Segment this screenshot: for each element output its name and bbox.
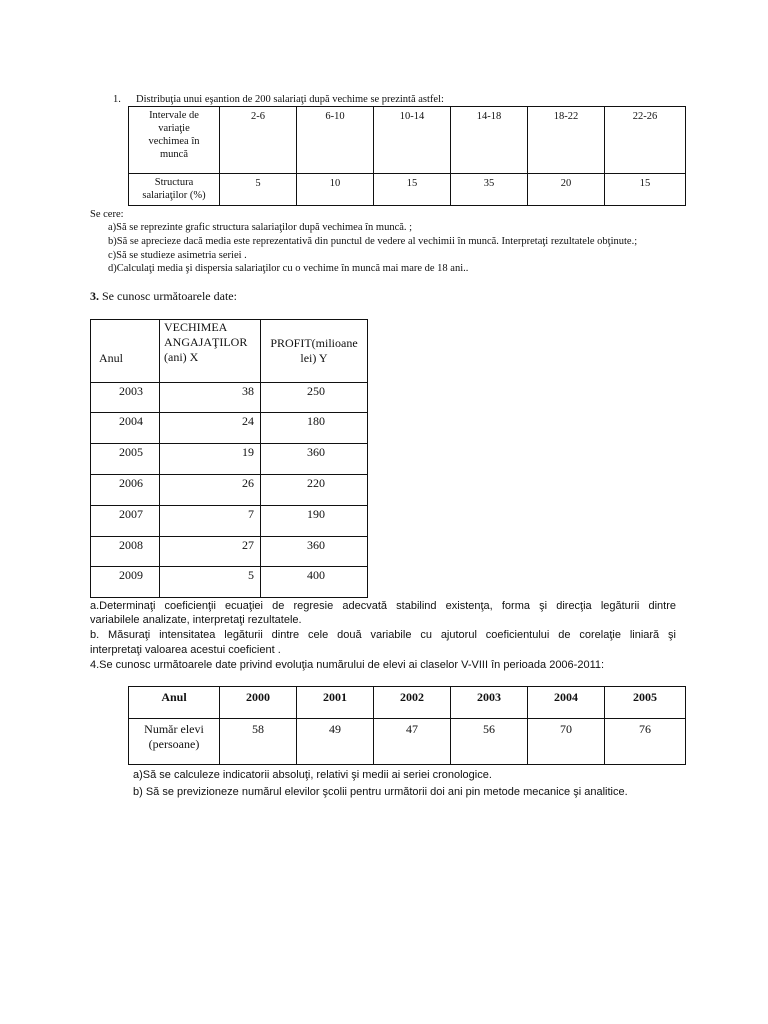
label-line: Intervale de (149, 110, 199, 121)
structure-cell: 20 (528, 174, 605, 206)
year-cell: 2004 (528, 687, 605, 719)
y-cell: 190 (261, 506, 368, 537)
students-series-table (128, 686, 686, 765)
structure-row (129, 174, 686, 206)
problem-3-heading-text: Se cunosc următoarele date: (99, 289, 237, 303)
label-line: Număr elevi (144, 722, 204, 736)
years-row (129, 687, 686, 719)
table-row (91, 383, 368, 413)
task-4b: b) Să se previzioneze numărul elevilor şcolii pentru următorii doi ani pin metode mecanice şi analitice. (133, 786, 628, 798)
value-cell: 56 (451, 719, 528, 765)
year-cell: 2008 (91, 537, 160, 567)
year-cell: 2003 (451, 687, 528, 719)
task-3a-line-1: a.Determinaţi coeficienţii ecuaţiei de regresie adecvată stabilind existenţa, forma şi direcţia legăturii dintre (90, 600, 676, 612)
x-cell: 27 (160, 537, 261, 567)
interval-cell: 10-14 (374, 107, 451, 174)
label-line: vechimea în (148, 136, 200, 147)
task-4a: a)Să se calculeze indicatorii absoluţi, relativi şi medii ai seriei cronologice. (133, 769, 492, 781)
interval-cell: 2-6 (220, 107, 297, 174)
y-cell: 220 (261, 475, 368, 506)
structure-cell: 5 (220, 174, 297, 206)
y-cell: 360 (261, 444, 368, 475)
label-line: (persoane) (148, 737, 200, 751)
x-cell: 5 (160, 567, 261, 598)
label-line: muncă (160, 149, 188, 160)
interval-cell: 18-22 (528, 107, 605, 174)
task-1a: a)Să se reprezinte grafic structura salariaţilor după vechimea în muncă. ; (108, 222, 413, 233)
year-cell: 2003 (91, 383, 160, 413)
problem-1-number: 1. (113, 94, 121, 105)
table-row (91, 537, 368, 567)
x-cell: 24 (160, 413, 261, 444)
value-cell: 70 (528, 719, 605, 765)
value-cell: 47 (374, 719, 451, 765)
students-row (129, 719, 686, 765)
header-line: VECHIMEA (164, 320, 228, 334)
header-line: lei) Y (300, 351, 328, 365)
task-3b-line-2: interpretaţi valoarea acestui coeficient . (90, 644, 281, 656)
task-1b: b)Să se aprecieze dacă media este reprezentativă din punctul de vedere al vechimii în muncă. Interpretaţi rezultatele obţinute.; (108, 236, 638, 247)
header-y (261, 320, 368, 383)
header-line: (ani) X (164, 350, 199, 364)
intervals-row-label (129, 107, 220, 174)
year-cell: 2002 (374, 687, 451, 719)
label-line: salariaţilor (%) (142, 190, 206, 201)
students-row-label (129, 719, 220, 765)
year-cell: 2000 (220, 687, 297, 719)
problem-3-number: 3. (90, 289, 99, 303)
y-cell: 400 (261, 567, 368, 598)
x-cell: 7 (160, 506, 261, 537)
year-cell: 2007 (91, 506, 160, 537)
table-row (91, 506, 368, 537)
interval-cell: 6-10 (297, 107, 374, 174)
label-line: variaţie (158, 123, 190, 134)
structure-cell: 15 (605, 174, 686, 206)
header-line: ANGAJAŢILOR (164, 335, 248, 349)
header-line: PROFIT(milioane (270, 336, 358, 350)
structure-cell: 15 (374, 174, 451, 206)
year-cell: 2009 (91, 567, 160, 598)
x-cell: 19 (160, 444, 261, 475)
year-cell: 2005 (605, 687, 686, 719)
value-cell: 58 (220, 719, 297, 765)
regression-data-table (90, 319, 368, 598)
value-cell: 76 (605, 719, 686, 765)
value-cell: 49 (297, 719, 374, 765)
header-x (160, 320, 261, 383)
seniority-distribution-table (128, 106, 686, 206)
year-cell: 2005 (91, 444, 160, 475)
interval-cell: 22-26 (605, 107, 686, 174)
task-1c: c)Să se studieze asimetria seriei . (108, 250, 247, 261)
task-1d: d)Calculaţi media şi dispersia salariaţilor cu o vechime în muncă mai mare de 18 ani.. (108, 263, 469, 274)
structure-cell: 10 (297, 174, 374, 206)
table-row (91, 413, 368, 444)
table-row (91, 444, 368, 475)
se-cere-label: Se cere: (90, 209, 124, 220)
task-3a-line-2: variabilele analizate, interpretaţi rezultatele. (90, 614, 302, 626)
year-cell: 2004 (91, 413, 160, 444)
label-line: Structura (154, 177, 194, 188)
problem-1-intro: Distribuţia unui eşantion de 200 salariaţi după vechime se prezintă astfel: (136, 94, 444, 105)
y-cell: 180 (261, 413, 368, 444)
problem-4-intro: 4.Se cunosc următoarele date privind evoluţia numărului de elevi ai claselor V-VIII în perioada 2006-2011: (90, 659, 605, 671)
x-cell: 26 (160, 475, 261, 506)
structure-cell: 35 (451, 174, 528, 206)
header-year: Anul (91, 320, 160, 383)
problem-3-heading (90, 289, 237, 304)
header-year: Anul (129, 687, 220, 719)
regression-header-row (91, 320, 368, 383)
table-row (91, 567, 368, 598)
y-cell: 250 (261, 383, 368, 413)
intervals-row (129, 107, 686, 174)
x-cell: 38 (160, 383, 261, 413)
y-cell: 360 (261, 537, 368, 567)
year-cell: 2006 (91, 475, 160, 506)
task-3b-line-1: b. Măsuraţi intensitatea legăturii dintre cele două variabile cu ajutorul coeficientului de corelaţie liniară şi (90, 629, 676, 641)
structure-row-label (129, 174, 220, 206)
interval-cell: 14-18 (451, 107, 528, 174)
table-row (91, 475, 368, 506)
year-cell: 2001 (297, 687, 374, 719)
